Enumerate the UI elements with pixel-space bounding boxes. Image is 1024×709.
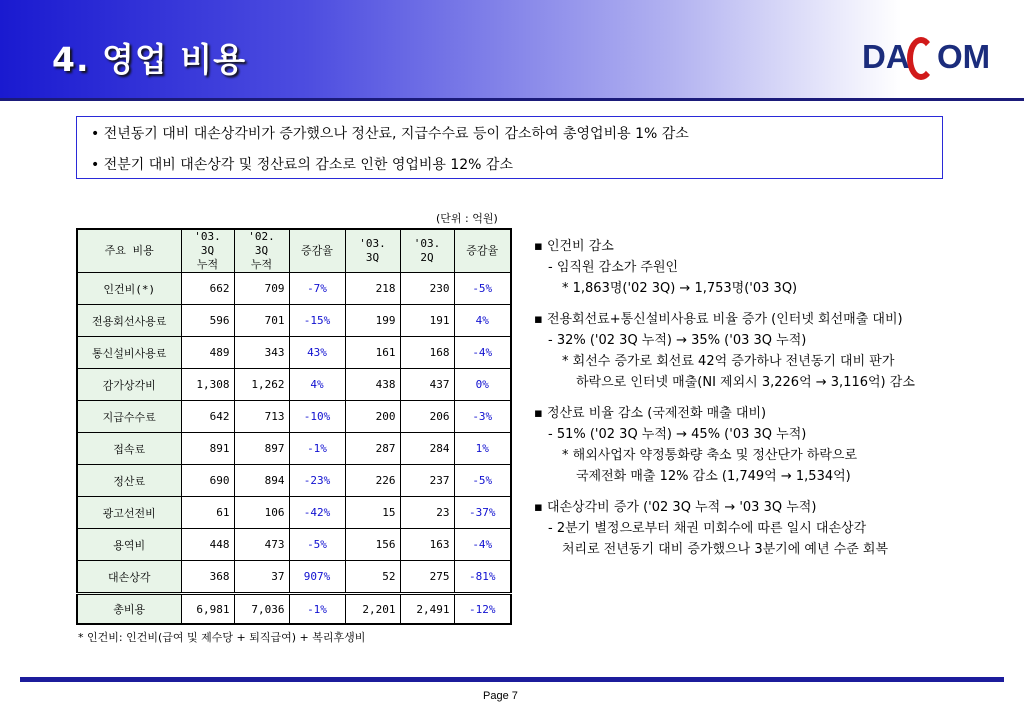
note-line: 처리로 전년동기 대비 증가했으나 3분기에 예년 수준 회복: [562, 542, 889, 557]
footnote: * 인건비: 인건비(급여 및 제수당 + 퇴직급여) + 복리후생비: [78, 631, 366, 644]
note-line: ▪ 인건비 감소: [534, 239, 614, 254]
dacom-logo: [862, 38, 1000, 88]
logo-text-left: DA: [862, 38, 910, 75]
change-rate-cell: -1%: [289, 433, 345, 465]
table-header-row: [77, 229, 511, 273]
change-rate-cell: -5%: [289, 529, 345, 561]
summary-line-1: • 전년동기 대비 대손상각비가 증가했으나 정산료, 지급수수료 등이 감소하여 총영업비용 1% 감소: [91, 126, 689, 142]
table-body: [77, 273, 511, 625]
change-rate-cell: -5%: [454, 273, 511, 305]
expense-name-cell: 통신설비사용료: [77, 337, 181, 369]
value-cell: 437: [400, 369, 454, 401]
change-rate-cell: 4%: [454, 305, 511, 337]
expense-name-cell: 총비용: [77, 594, 181, 625]
summary-line-2: • 전분기 대비 대손상각 및 정산료의 감소로 인한 영업비용 12% 감소: [91, 157, 513, 173]
logo-text-right: OM: [937, 38, 991, 75]
table-row: [77, 497, 511, 529]
value-cell: 7,036: [234, 594, 289, 625]
note-block: [534, 497, 1014, 560]
expense-name-cell: 광고선전비: [77, 497, 181, 529]
column-header: 증감율: [289, 229, 345, 273]
change-rate-cell: 907%: [289, 561, 345, 594]
logo-c-mark: [907, 37, 935, 80]
change-rate-cell: -1%: [289, 594, 345, 625]
value-cell: 206: [400, 401, 454, 433]
note-line: ▪ 정산료 비율 감소 (국제전화 매출 대비): [534, 406, 767, 421]
note-line: * 1,863명('02 3Q) → 1,753명('03 3Q): [562, 281, 798, 296]
value-cell: 275: [400, 561, 454, 594]
unit-label: (단위 : 억원): [436, 212, 498, 225]
table-row: [77, 273, 511, 305]
column-header: '03. 2Q: [400, 229, 454, 273]
expense-name-cell: 인건비(*): [77, 273, 181, 305]
value-cell: 894: [234, 465, 289, 497]
value-cell: 897: [234, 433, 289, 465]
value-cell: 230: [400, 273, 454, 305]
note-block: [534, 403, 1014, 487]
change-rate-cell: -37%: [454, 497, 511, 529]
change-rate-cell: -23%: [289, 465, 345, 497]
value-cell: 662: [181, 273, 234, 305]
value-cell: 15: [345, 497, 400, 529]
value-cell: 156: [345, 529, 400, 561]
value-cell: 199: [345, 305, 400, 337]
expense-name-cell: 전용회선사용료: [77, 305, 181, 337]
expense-name-cell: 정산료: [77, 465, 181, 497]
note-line: - 2분기 별정으로부터 채권 미회수에 따른 일시 대손상각: [548, 521, 867, 536]
change-rate-cell: -4%: [454, 337, 511, 369]
change-rate-cell: -3%: [454, 401, 511, 433]
change-rate-cell: 4%: [289, 369, 345, 401]
value-cell: 37: [234, 561, 289, 594]
value-cell: 61: [181, 497, 234, 529]
change-rate-cell: -10%: [289, 401, 345, 433]
column-header: 증감율: [454, 229, 511, 273]
value-cell: 690: [181, 465, 234, 497]
expense-name-cell: 지급수수료: [77, 401, 181, 433]
column-header: '03. 3Q 누적: [181, 229, 234, 273]
table-row: [77, 305, 511, 337]
value-cell: 2,491: [400, 594, 454, 625]
value-cell: 701: [234, 305, 289, 337]
value-cell: 473: [234, 529, 289, 561]
value-cell: 200: [345, 401, 400, 433]
total-row: [77, 594, 511, 625]
value-cell: 168: [400, 337, 454, 369]
change-rate-cell: -15%: [289, 305, 345, 337]
note-line: - 32% ('02 3Q 누적) → 35% ('03 3Q 누적): [548, 333, 807, 348]
expense-name-cell: 감가상각비: [77, 369, 181, 401]
page-title: 4. 영업 비용: [52, 40, 246, 79]
header-divider: [0, 98, 1024, 101]
value-cell: 713: [234, 401, 289, 433]
note-line: - 임직원 감소가 주원인: [548, 260, 679, 275]
change-rate-cell: -12%: [454, 594, 511, 625]
change-rate-cell: -4%: [454, 529, 511, 561]
value-cell: 237: [400, 465, 454, 497]
value-cell: 2,201: [345, 594, 400, 625]
value-cell: 489: [181, 337, 234, 369]
table-row: [77, 465, 511, 497]
footer-divider: [20, 677, 1004, 682]
change-rate-cell: 1%: [454, 433, 511, 465]
value-cell: 642: [181, 401, 234, 433]
note-line: 하락으로 인터넷 매출(NI 제외시 3,226억 → 3,116억) 감소: [576, 375, 915, 390]
value-cell: 191: [400, 305, 454, 337]
notes-panel: [534, 236, 1014, 570]
value-cell: 163: [400, 529, 454, 561]
value-cell: 226: [345, 465, 400, 497]
value-cell: 284: [400, 433, 454, 465]
value-cell: 709: [234, 273, 289, 305]
value-cell: 1,262: [234, 369, 289, 401]
value-cell: 368: [181, 561, 234, 594]
expense-table: [76, 228, 512, 625]
note-line: * 회선수 증가로 회선료 42억 증가하나 전년동기 대비 판가: [562, 354, 895, 369]
note-line: ▪ 전용회선료+통신설비사용료 비율 증가 (인터넷 회선매출 대비): [534, 312, 903, 327]
value-cell: 52: [345, 561, 400, 594]
expense-name-cell: 접속료: [77, 433, 181, 465]
table-row: [77, 433, 511, 465]
change-rate-cell: 0%: [454, 369, 511, 401]
table-row: [77, 401, 511, 433]
value-cell: 6,981: [181, 594, 234, 625]
note-line: ▪ 대손상각비 증가 ('02 3Q 누적 → '03 3Q 누적): [534, 500, 817, 515]
change-rate-cell: -42%: [289, 497, 345, 529]
value-cell: 448: [181, 529, 234, 561]
value-cell: 596: [181, 305, 234, 337]
table-row: [77, 337, 511, 369]
column-header: '03. 3Q: [345, 229, 400, 273]
value-cell: 161: [345, 337, 400, 369]
value-cell: 218: [345, 273, 400, 305]
change-rate-cell: 43%: [289, 337, 345, 369]
change-rate-cell: -81%: [454, 561, 511, 594]
change-rate-cell: -5%: [454, 465, 511, 497]
expense-name-cell: 대손상각: [77, 561, 181, 594]
table-row: [77, 561, 511, 594]
note-block: [534, 236, 1014, 299]
note-line: - 51% ('02 3Q 누적) → 45% ('03 3Q 누적): [548, 427, 807, 442]
note-block: [534, 309, 1014, 393]
value-cell: 23: [400, 497, 454, 529]
note-line: 국제전화 매출 12% 감소 (1,749억 → 1,534억): [576, 469, 851, 484]
change-rate-cell: -7%: [289, 273, 345, 305]
column-header: 주요 비용: [77, 229, 181, 273]
value-cell: 343: [234, 337, 289, 369]
value-cell: 287: [345, 433, 400, 465]
value-cell: 1,308: [181, 369, 234, 401]
column-header: '02. 3Q 누적: [234, 229, 289, 273]
value-cell: 891: [181, 433, 234, 465]
value-cell: 438: [345, 369, 400, 401]
expense-name-cell: 용역비: [77, 529, 181, 561]
page-number: Page 7: [483, 690, 518, 702]
note-line: * 해외사업자 약정통화량 축소 및 정산단가 하락으로: [562, 448, 858, 463]
value-cell: 106: [234, 497, 289, 529]
header: [0, 0, 1024, 100]
table-row: [77, 529, 511, 561]
summary-box: [76, 116, 943, 179]
table-row: [77, 369, 511, 401]
